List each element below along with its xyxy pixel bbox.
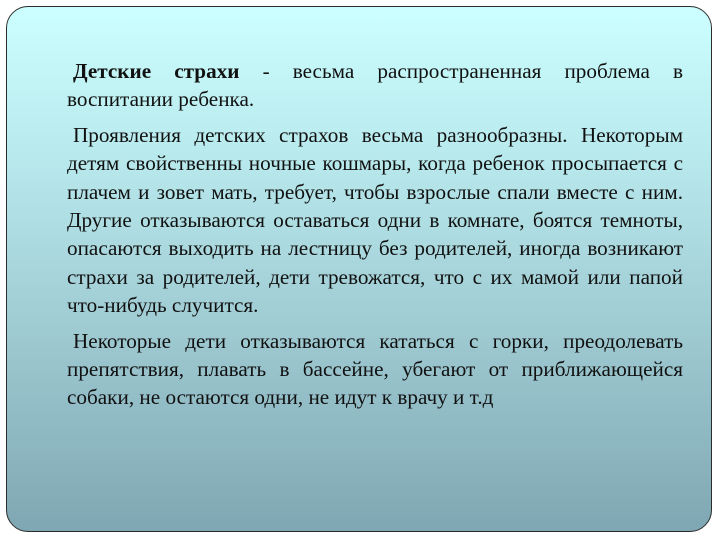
paragraph-manifestations: Проявления детских страхов весьма разнообразны. Некоторым детям свойственны ночные кошмары, когда ребенок просыпается с плачем и зовет мать, требует, чтобы взрослые спали вместе с ним. Другие отказываются оставаться одни в комнате, боятся темноты, опасаются выходить на лестницу без родителей, иногда возникают страхи за родителей, дети тревожатся, что с их мамой или папой что-нибудь случится.: [67, 122, 683, 318]
paragraph-intro-text: - весьма распространенная проблема в воспитании ребенка.: [67, 59, 683, 112]
slide-panel: [6, 6, 712, 532]
paragraph-intro: [67, 57, 683, 114]
paragraph-examples: Некоторые дети отказываются кататься с горки, преодолевать препятствия, плавать в бассейне, убегают от приближающейся собаки, не остаются одни, не идут к врачу и т.д: [67, 328, 683, 410]
term-childhood-fears: Детские страхи: [73, 59, 240, 83]
text-body: [67, 57, 683, 419]
